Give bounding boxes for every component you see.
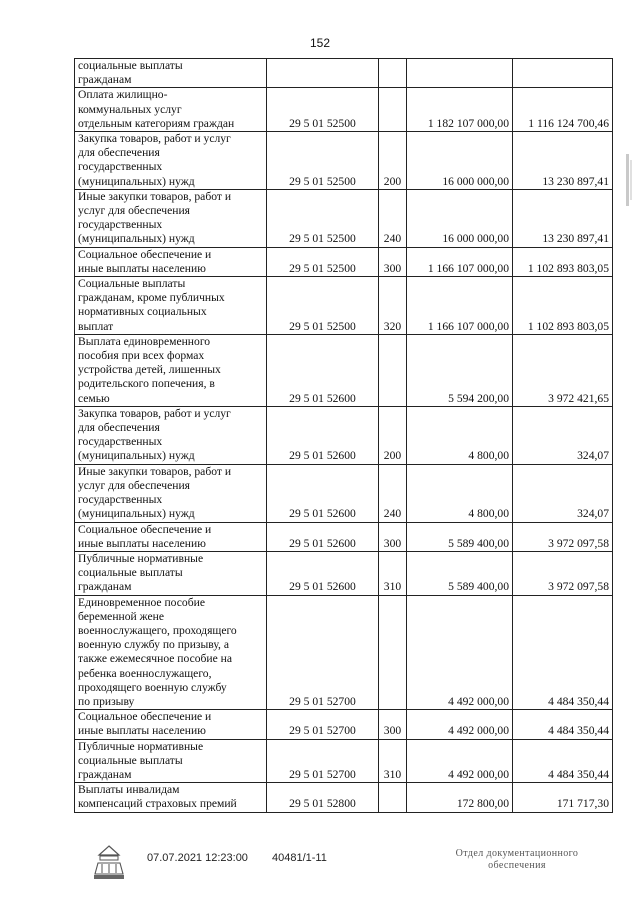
row-name-cell: Публичные нормативные социальные выплаты гражданам [75,739,267,783]
table-row [75,132,613,190]
row-code-cell: 29 5 01 52600 [267,522,379,551]
row-name-cell: Выплаты инвалидам компенсаций страховых премий [75,783,267,812]
row-name-cell: Закупка товаров, работ и услуг для обеспечения государственных (муниципальных) нужд [75,406,267,464]
row-plan-cell: 1 166 107 000,00 [407,247,513,276]
row-plan-cell: 5 589 400,00 [407,551,513,595]
row-name-cell: Публичные нормативные социальные выплаты гражданам [75,551,267,595]
row-code-cell: 29 5 01 52600 [267,551,379,595]
row-code-cell: 29 5 01 52500 [267,132,379,190]
row-plan-cell: 4 800,00 [407,464,513,522]
row-name-cell: Единовременное пособие беременной жене военнослужащего, проходящего военную службу по призыву, а также ежемесячное пособие на ребенка военнослужащего, проходящего военную службу по призыву [75,595,267,710]
table-row [75,189,613,247]
table-row [75,88,613,132]
row-kind-cell: 310 [379,551,407,595]
row-code-cell: 29 5 01 52800 [267,783,379,812]
row-plan-cell: 5 589 400,00 [407,522,513,551]
row-plan-cell: 4 492 000,00 [407,710,513,739]
row-code-cell: 29 5 01 52700 [267,739,379,783]
row-fact-cell: 324,07 [513,464,613,522]
row-fact-cell: 3 972 421,65 [513,334,613,406]
row-name-cell: Социальное обеспечение и иные выплаты населению [75,522,267,551]
table-row [75,247,613,276]
table-row [75,464,613,522]
table-row [75,783,613,812]
row-kind-cell [379,595,407,710]
row-kind-cell: 200 [379,406,407,464]
row-name-cell: Оплата жилищно- коммунальных услуг отдельным категориям граждан [75,88,267,132]
row-kind-cell: 320 [379,277,407,335]
row-name-cell: Иные закупки товаров, работ и услуг для обеспечения государственных (муниципальных) нужд [75,189,267,247]
row-code-cell: 29 5 01 52600 [267,464,379,522]
row-plan-cell: 5 594 200,00 [407,334,513,406]
table-row [75,739,613,783]
row-name-cell: Социальное обеспечение и иные выплаты населению [75,247,267,276]
row-code-cell: 29 5 01 52600 [267,334,379,406]
row-name-cell: Закупка товаров, работ и услуг для обеспечения государственных (муниципальных) нужд [75,132,267,190]
table-row [75,59,613,88]
row-fact-cell: 3 972 097,58 [513,551,613,595]
row-plan-cell: 172 800,00 [407,783,513,812]
row-plan-cell: 16 000 000,00 [407,132,513,190]
row-fact-cell: 4 484 350,44 [513,595,613,710]
scan-edge-mark [624,150,634,210]
footer-datetime: 07.07.2021 12:23:00 [147,852,248,864]
row-kind-cell [379,59,407,88]
row-fact-cell: 13 230 897,41 [513,189,613,247]
row-plan-cell: 1 166 107 000,00 [407,277,513,335]
table-row [75,334,613,406]
row-plan-cell: 4 492 000,00 [407,595,513,710]
row-plan-cell [407,59,513,88]
row-fact-cell: 3 972 097,58 [513,522,613,551]
footer-doc-number: 40481/1-11 [272,852,327,864]
row-name-cell: социальные выплаты гражданам [75,59,267,88]
row-kind-cell: 200 [379,132,407,190]
row-code-cell: 29 5 01 52600 [267,406,379,464]
emblem-logo [92,842,126,882]
row-fact-cell: 1 116 124 700,46 [513,88,613,132]
table-row [75,406,613,464]
row-kind-cell: 300 [379,247,407,276]
row-kind-cell: 310 [379,739,407,783]
row-fact-cell: 4 484 350,44 [513,739,613,783]
row-code-cell: 29 5 01 52700 [267,710,379,739]
row-name-cell: Социальное обеспечение и иные выплаты населению [75,710,267,739]
row-plan-cell: 4 800,00 [407,406,513,464]
budget-table [74,58,613,813]
row-plan-cell: 1 182 107 000,00 [407,88,513,132]
row-plan-cell: 16 000 000,00 [407,189,513,247]
row-fact-cell: 171 717,30 [513,783,613,812]
row-code-cell: 29 5 01 52500 [267,277,379,335]
row-kind-cell: 300 [379,710,407,739]
row-name-cell: Иные закупки товаров, работ и услуг для обеспечения государственных (муниципальных) нужд [75,464,267,522]
budget-table-body [75,59,613,813]
department-stamp: Отдел документационного обеспечения [455,848,579,871]
row-code-cell [267,59,379,88]
row-plan-cell: 4 492 000,00 [407,739,513,783]
row-name-cell: Выплата единовременного пособия при всех формах устройства детей, лишенных родительского попечения, в семью [75,334,267,406]
row-kind-cell [379,334,407,406]
row-fact-cell: 1 102 893 803,05 [513,277,613,335]
row-fact-cell: 324,07 [513,406,613,464]
row-kind-cell: 300 [379,522,407,551]
row-fact-cell: 4 484 350,44 [513,710,613,739]
table-row [75,277,613,335]
row-kind-cell [379,783,407,812]
row-fact-cell: 1 102 893 803,05 [513,247,613,276]
table-row [75,522,613,551]
page-number: 152 [309,36,331,50]
table-row [75,710,613,739]
row-kind-cell [379,88,407,132]
row-fact-cell [513,59,613,88]
row-code-cell: 29 5 01 52500 [267,189,379,247]
row-code-cell: 29 5 01 52500 [267,247,379,276]
row-code-cell: 29 5 01 52500 [267,88,379,132]
row-kind-cell: 240 [379,464,407,522]
row-kind-cell: 240 [379,189,407,247]
table-row [75,595,613,710]
table-row [75,551,613,595]
row-code-cell: 29 5 01 52700 [267,595,379,710]
row-fact-cell: 13 230 897,41 [513,132,613,190]
row-name-cell: Социальные выплаты гражданам, кроме публичных нормативных социальных выплат [75,277,267,335]
